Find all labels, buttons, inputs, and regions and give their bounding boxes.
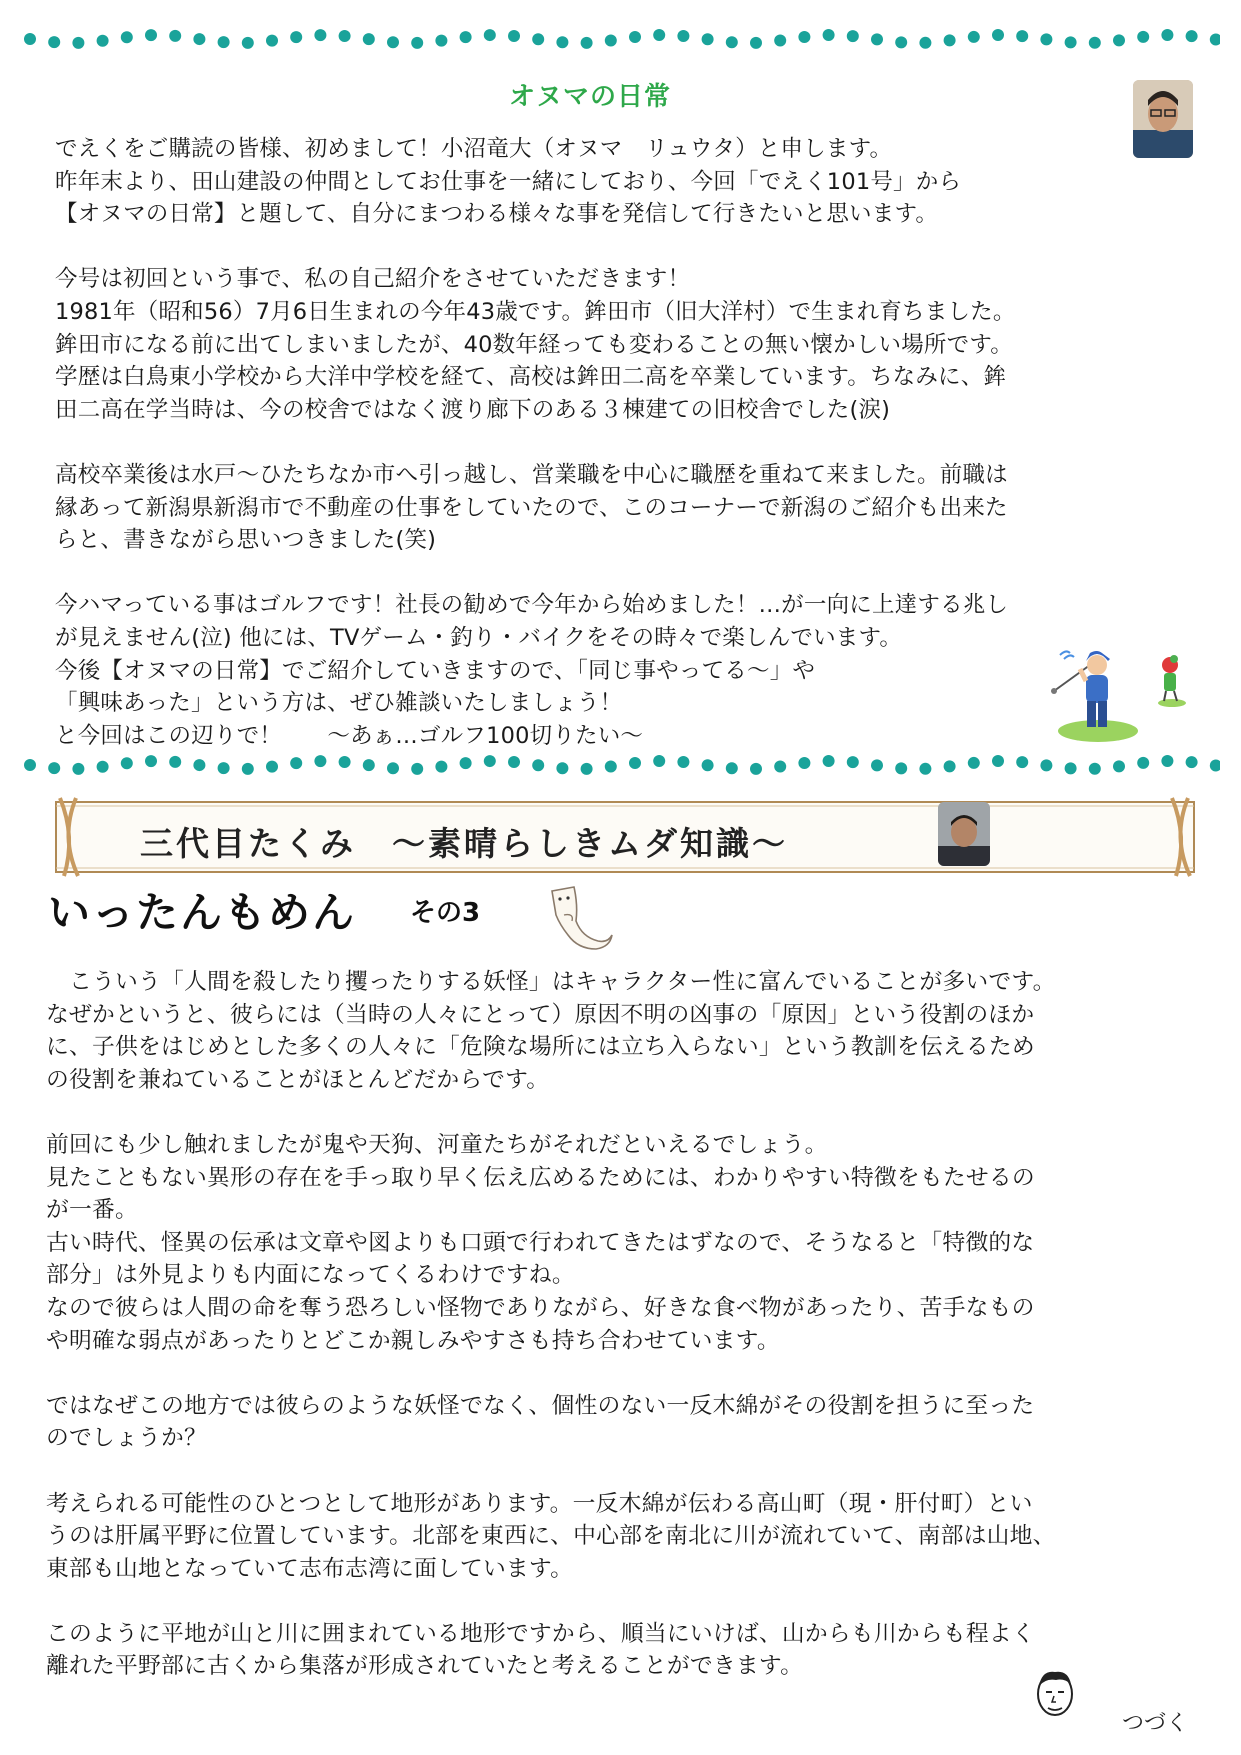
- divider-dot: [702, 33, 714, 45]
- divider-dot: [484, 29, 496, 41]
- divider-dot: [193, 33, 205, 45]
- divider-dot: [242, 763, 254, 775]
- divider-dot: [653, 755, 665, 767]
- divider-dot: [968, 31, 980, 43]
- face-sketch-icon: [1030, 1664, 1080, 1720]
- body-line: でえくをご購読の皆様、初めまして！小沼竜大（オヌマ リュウタ）と申します。: [55, 136, 893, 162]
- divider-dot: [629, 757, 641, 769]
- divider-dot: [72, 763, 84, 775]
- divider-dot: [435, 761, 447, 773]
- divider-dot: [387, 762, 399, 774]
- body-line: 学歴は白鳥東小学校から大洋中学校を経て、高校は鉾田二高を卒業しています。ちなみに、鉾: [55, 364, 1007, 391]
- body-line: 今後【オヌマの日常】でご紹介していきますので、「同じ事やってる～」や: [55, 657, 816, 684]
- divider-dot: [411, 37, 423, 49]
- divider-dot: [944, 34, 956, 46]
- divider-dot: [895, 762, 907, 774]
- divider-dot: [1065, 762, 1077, 774]
- body-line: 古い時代、怪異の伝承は文章や図よりも口頭で行われてきたはずなので、そうなると「特徴的な: [46, 1229, 1035, 1256]
- divider-dot: [677, 756, 689, 768]
- divider-dot: [266, 35, 278, 47]
- divider-dot: [629, 31, 641, 43]
- banner-title: 三代目たくみ ～素晴らしきムダ知識～: [140, 824, 788, 863]
- paragraph-gap: [46, 1585, 1056, 1618]
- paragraph-gap: [46, 1357, 1056, 1390]
- section-title-onuma: オヌマの日常: [508, 82, 671, 112]
- article-title: いったんもめん: [48, 888, 357, 937]
- divider-dot: [387, 36, 399, 48]
- paragraph-gap: [55, 231, 1016, 264]
- body-line: こういう「人間を殺したり攫ったりする妖怪」はキャラクター性に富んでいることが多いです。: [46, 969, 1056, 995]
- divider-dot: [1210, 33, 1220, 45]
- body-line: ではなぜこの地方では彼らのような妖怪でなく、個性のない一反木綿がその役割を担うに至った: [46, 1392, 1035, 1419]
- body-line: 考えられる可能性のひとつとして地形があります。一反木綿が伝わる高山町（現・肝付町）とい: [46, 1490, 1033, 1517]
- section1-body: [55, 133, 1016, 752]
- divider-dot: [1089, 37, 1101, 49]
- body-line: 高校卒業後は水戸～ひたちなか市へ引っ越し、営業職を中心に職歴を重ねて来ました。前職は: [55, 461, 1008, 488]
- divider-dot: [1065, 36, 1077, 48]
- golfer-illustration-icon: [1040, 635, 1200, 745]
- body-line: 「興味あった」という方は、ぜひ雑談いたしましょう！: [55, 690, 623, 717]
- divider-dot: [24, 759, 36, 771]
- closing-text: つづく: [1122, 1711, 1189, 1736]
- divider-dot: [992, 29, 1004, 41]
- divider-dot: [1040, 759, 1052, 771]
- body-line: 部分」は外見よりも内面になってくるわけですね。: [46, 1262, 575, 1289]
- body-line: の役割を兼ねていることがほとんどだからです。: [46, 1066, 550, 1093]
- divider-dot: [556, 762, 568, 774]
- divider-dot: [242, 37, 254, 49]
- divider-dot: [363, 759, 375, 771]
- divider-dot: [218, 762, 230, 774]
- portrait-photo-icon: [938, 802, 990, 866]
- body-line: なぜかというと、彼らには（当時の人々にとって）原因不明の凶事の「原因」という役割のほか: [46, 1001, 1035, 1028]
- divider-dot: [1186, 756, 1198, 768]
- paragraph-gap: [46, 1096, 1056, 1129]
- body-line: が見えません(泣) 他には、TVゲーム・釣り・バイクをその時々で楽しんでいます。: [55, 624, 903, 651]
- divider-dot: [653, 29, 665, 41]
- divider-dot: [169, 756, 181, 768]
- divider-dot: [460, 31, 472, 43]
- divider-dot: [145, 755, 157, 767]
- body-line: このように平地が山と川に囲まれている地形ですから、順当にいけば、山からも川からも程よく: [46, 1620, 1035, 1647]
- body-line: 縁あって新潟県新潟市で不動産の仕事をしていたので、このコーナーで新潟のご紹介も出来た: [55, 494, 1008, 521]
- divider-dot: [532, 759, 544, 771]
- divider-dot: [193, 759, 205, 771]
- divider-dot: [605, 35, 617, 47]
- divider-dot: [847, 30, 859, 42]
- divider-dot: [919, 763, 931, 775]
- divider-dot: [774, 34, 786, 46]
- body-line: 今号は初回という事で、私の自己紹介をさせていただきます！: [55, 266, 691, 293]
- body-line: や明確な弱点があったりとどこか親しみやすさも持ち合わせています。: [46, 1327, 780, 1354]
- divider-dot: [1040, 33, 1052, 45]
- divider-dot: [944, 760, 956, 772]
- divider-dot: [508, 30, 520, 42]
- body-line: が一番。: [46, 1197, 138, 1224]
- body-line: と今回はこの辺りで！ ～あぁ…ゴルフ100切りたい～: [55, 722, 644, 749]
- paragraph-gap: [55, 557, 1016, 590]
- divider-dot: [919, 37, 931, 49]
- divider-dot: [1137, 31, 1149, 43]
- divider-dot: [774, 760, 786, 772]
- divider-dot: [97, 35, 109, 47]
- divider-dot: [1137, 757, 1149, 769]
- divider-dot: [484, 755, 496, 767]
- body-line: 今ハマっている事はゴルフです！社長の勧めで今年から始めました！…が一向に上達する兆し: [55, 592, 1009, 619]
- divider-dot: [97, 761, 109, 773]
- body-line: 鉾田市になる前に出てしまいましたが、40数年経っても変わることの無い懐かしい場所です。: [55, 331, 1013, 358]
- divider-dot: [581, 763, 593, 775]
- ittan-momen-icon: [538, 885, 616, 957]
- divider-dot: [871, 759, 883, 771]
- divider-dot: [411, 763, 423, 775]
- divider-dot: [895, 36, 907, 48]
- divider-dot: [1161, 755, 1173, 767]
- divider-dot: [1016, 30, 1028, 42]
- divider-dot: [314, 755, 326, 767]
- divider-dot: [798, 757, 810, 769]
- divider-dot: [556, 36, 568, 48]
- divider-dot: [290, 757, 302, 769]
- divider-dot: [290, 31, 302, 43]
- divider-dot: [605, 761, 617, 773]
- divider-dot: [871, 33, 883, 45]
- body-line: 見たこともない異形の存在を手っ取り早く伝え広めるためには、わかりやすい特徴をもたせるの: [46, 1164, 1035, 1191]
- divider-dot: [702, 759, 714, 771]
- divider-dot: [24, 33, 36, 45]
- portrait-photo-icon: [1133, 80, 1193, 158]
- divider-dot: [1089, 763, 1101, 775]
- divider-dot: [121, 757, 133, 769]
- divider-dot: [847, 756, 859, 768]
- body-line: 田二高在学当時は、今の校舎ではなく渡り廊下のある３棟建ての旧校舎でした(涙): [55, 396, 891, 423]
- divider-dot: [145, 29, 157, 41]
- divider-dot: [992, 755, 1004, 767]
- divider-dot: [532, 33, 544, 45]
- divider-dot: [72, 37, 84, 49]
- divider-dot: [121, 31, 133, 43]
- body-line: 前回にも少し触れましたが鬼や天狗、河童たちがそれだといえるでしょう。: [46, 1131, 828, 1158]
- body-line: うのは肝属平野に位置しています。北部を東西に、中心部を南北に川が流れていて、南部は山地、: [46, 1523, 1056, 1550]
- divider-dot: [968, 757, 980, 769]
- divider-dot: [48, 762, 60, 774]
- divider-dot: [508, 756, 520, 768]
- divider-dot: [218, 36, 230, 48]
- divider-dot: [1210, 759, 1220, 771]
- divider-dot: [460, 757, 472, 769]
- divider-dot: [1113, 760, 1125, 772]
- divider-dot: [363, 33, 375, 45]
- divider-dot: [581, 37, 593, 49]
- body-line: 昨年末より、田山建設の仲間としてお仕事を一緒にしており、今回「でえく101号」から: [55, 168, 962, 195]
- divider-dot: [726, 36, 738, 48]
- divider-dot: [314, 29, 326, 41]
- paragraph-gap: [55, 426, 1016, 459]
- middle-dot-divider: [20, 752, 1220, 778]
- divider-dot: [677, 30, 689, 42]
- divider-dot: [726, 762, 738, 774]
- body-line: に、子供をはじめとした多くの人々に「危険な場所には立ち入らない」という教訓を伝えるため: [46, 1034, 1035, 1061]
- divider-dot: [1113, 34, 1125, 46]
- divider-dot: [823, 29, 835, 41]
- body-line: 離れた平野部に古くから集落が形成されていたと考えることができます。: [46, 1653, 804, 1680]
- divider-dot: [1186, 30, 1198, 42]
- section2-body: [46, 966, 1056, 1683]
- body-line: らと、書きながら思いつきました(笑): [55, 527, 437, 554]
- divider-dot: [798, 31, 810, 43]
- body-line: なので彼らは人間の命を奪う恐ろしい怪物でありながら、好きな食べ物があったり、苦手なもの: [46, 1294, 1035, 1321]
- divider-dot: [339, 756, 351, 768]
- body-line: 1981年（昭和56）7月6日生まれの今年43歳です。鉾田市（旧大洋村）で生まれ育ちました。: [55, 298, 1016, 325]
- divider-dot: [750, 763, 762, 775]
- divider-dot: [750, 37, 762, 49]
- paragraph-gap: [46, 1455, 1056, 1488]
- divider-dot: [1016, 756, 1028, 768]
- divider-dot: [169, 30, 181, 42]
- divider-dot: [48, 36, 60, 48]
- divider-dot: [1161, 29, 1173, 41]
- body-line: 【オヌマの日常】と題して、自分にまつわる様々な事を発信して行きたいと思います。: [55, 201, 939, 228]
- body-line: 東部も山地となっていて志布志湾に面しています。: [46, 1555, 574, 1582]
- divider-dot: [823, 755, 835, 767]
- body-line: のでしょうか？: [46, 1425, 207, 1452]
- top-dot-divider: [20, 26, 1220, 52]
- divider-dot: [266, 761, 278, 773]
- divider-dot: [339, 30, 351, 42]
- divider-dot: [435, 35, 447, 47]
- article-subtitle: その3: [410, 898, 481, 928]
